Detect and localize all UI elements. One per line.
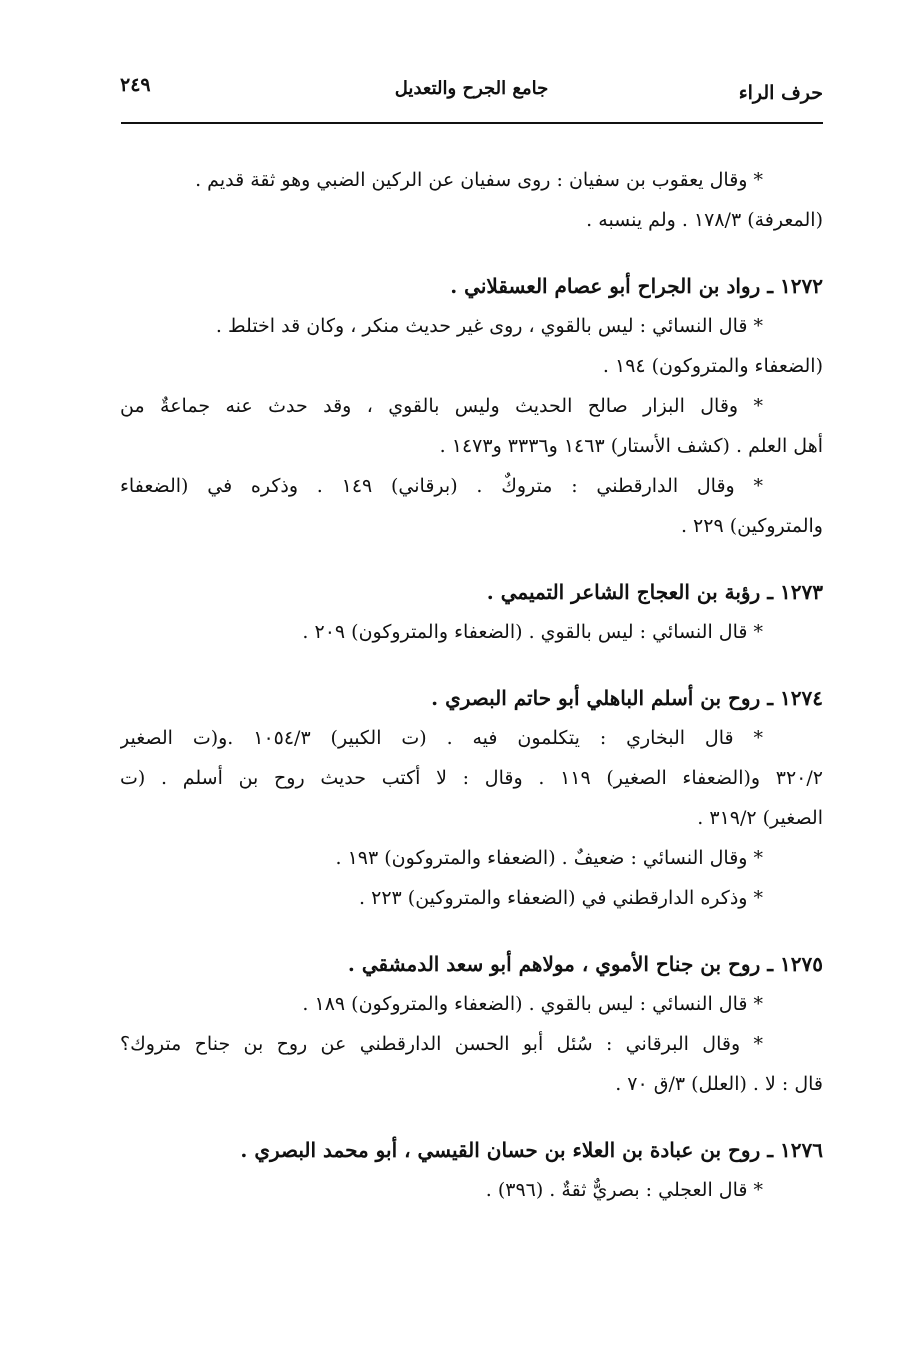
page-body: [120, 160, 823, 1210]
text-line: ٣٢٠/٢ و(الضعفاء الصغير) ١١٩ . وقال : لا أكتب حديث روح بن أسلم . (ت: [120, 767, 823, 789]
text-line: * قال النسائي : ليس بالقوي . (الضعفاء والمتروكون) ١٨٩ .: [302, 993, 763, 1015]
entry-gap: [120, 652, 823, 678]
text-line: * قال النسائي : ليس بالقوي . (الضعفاء والمتروكون) ٢٠٩ .: [302, 621, 763, 643]
entry-heading-1272: ١٢٧٢ ـ رواد بن الجراح أبو عصام العسقلاني .: [450, 274, 823, 298]
header-rule: [121, 122, 823, 124]
book-title: جامع الجرح والتعديل: [394, 78, 549, 99]
text-line: قال : لا . (العلل) ٣/ق ٧٠ .: [615, 1073, 823, 1095]
entry-gap: [120, 240, 823, 266]
text-line: * وقال النسائي : ضعيفٌ . (الضعفاء والمتروكون) ١٩٣ .: [335, 847, 763, 869]
entry-heading-1273: ١٢٧٣ ـ رؤبة بن العجاج الشاعر التميمي .: [486, 580, 823, 604]
text-line: * وقال يعقوب بن سفيان : روى سفيان عن الركين الضبي وهو ثقة قديم .: [195, 169, 763, 191]
text-line: * وذكره الدارقطني في (الضعفاء والمتروكين) ٢٢٣ .: [359, 887, 763, 909]
text-line: * وقال الدارقطني : متروكٌ . (برقاني) ١٤٩ . وذكره في (الضعفاء: [120, 475, 763, 497]
text-line: الصغير) ٣١٩/٢ .: [697, 807, 823, 829]
text-line: أهل العلم . (كشف الأستار) ١٤٦٣ و٣٣٣٦ و١٤٧٣ .: [439, 435, 823, 457]
text-line: * قال البخاري : يتكلمون فيه . (ت الكبير) ١٠٥٤/٣ .و(ت الصغير: [120, 727, 763, 749]
entry-gap: [120, 546, 823, 572]
entry-gap: [120, 1104, 823, 1130]
text-line: والمتروكين) ٢٢٩ .: [680, 515, 823, 537]
entry-gap: [120, 918, 823, 944]
text-line: * قال النسائي : ليس بالقوي ، روى غير حديث منكر ، وكان قد اختلط .: [215, 315, 763, 337]
text-line: (الضعفاء والمتروكون) ١٩٤ .: [602, 355, 823, 377]
text-line: * وقال البرقاني : سُئل أبو الحسن الدارقطني عن روح بن جناح متروك؟: [120, 1033, 763, 1055]
text-line: (المعرفة) ١٧٨/٣ . ولم ينسبه .: [586, 209, 823, 231]
entry-heading-1276: ١٢٧٦ ـ روح بن عبادة بن العلاء بن حسان القيسي ، أبو محمد البصري .: [240, 1138, 823, 1162]
section-title: حرف الراء: [738, 82, 823, 104]
page-number: ٢٤٩: [120, 74, 151, 96]
text-line: * قال العجلي : بصريٌّ ثقةٌ . (٣٩٦) .: [485, 1179, 763, 1201]
entry-heading-1275: ١٢٧٥ ـ روح بن جناح الأموي ، مولاهم أبو سعد الدمشقي .: [347, 952, 823, 976]
entry-heading-1274: ١٢٧٤ ـ روح بن أسلم الباهلي أبو حاتم البصري .: [431, 686, 823, 710]
page-header: [120, 70, 823, 110]
text-line: * وقال البزار صالح الحديث وليس بالقوي ، وقد حدث عنه جماعةٌ من: [120, 395, 763, 417]
